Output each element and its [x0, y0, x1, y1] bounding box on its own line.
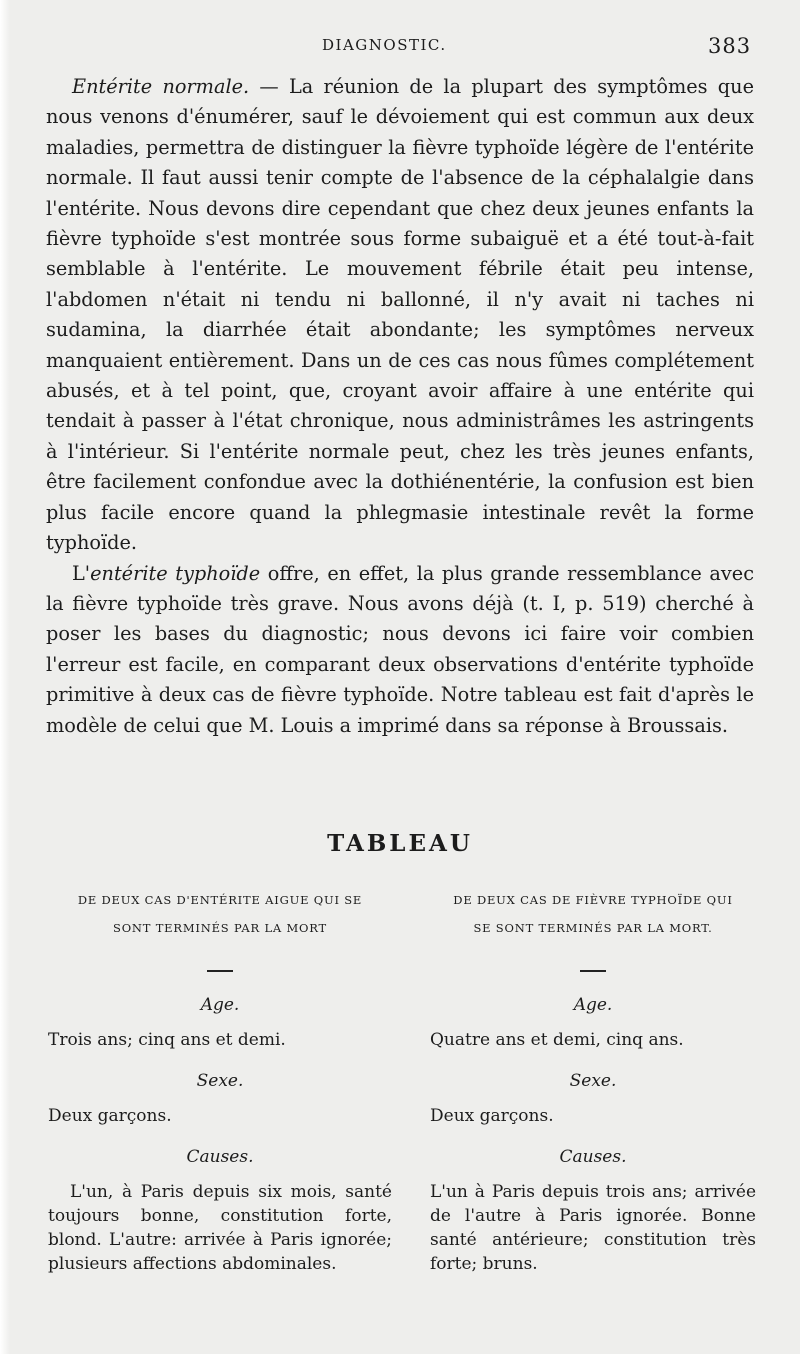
sexe-label: Sexe.	[569, 1071, 617, 1091]
body-text	[46, 72, 754, 741]
paragraph-lead: L'	[72, 561, 91, 585]
causes-label: Causes.	[559, 1147, 627, 1167]
sexe-value: Deux garçons.	[48, 1106, 172, 1126]
age-value: Trois ans; cinq ans et demi.	[48, 1030, 286, 1050]
paragraph-text: offre, en effet, la plus grande ressemblance avec la fièvre typhoïde très grave. Nous avons déjà (t. I, p. 519) cherché à poser les bases du diagnostic; nous devons ici faire voir combien l'erreur est facile, en comparant deux observations d'entérite typhoïde primitive à deux cas de fièvre typhoïde. Notre tableau est fait d'après le modèle de celui que M. Louis a imprimé dans sa réponse à Broussais.	[46, 561, 754, 737]
running-head: DIAGNOSTIC.	[322, 36, 447, 54]
column-heading-line: DE DEUX CAS D'ENTÉRITE AIGUE QUI SE	[77, 893, 363, 907]
age-value: Quatre ans et demi, cinq ans.	[430, 1030, 684, 1050]
table-title: TABLEAU	[327, 830, 473, 857]
paragraph-enterite-typhoide	[46, 559, 754, 741]
section-title-enterite-typhoide: entérite typhoïde	[90, 561, 261, 585]
page-number: 383	[708, 34, 752, 58]
age-label: Age.	[573, 995, 613, 1015]
causes-value: L'un à Paris depuis trois ans; arrivée de l'autre à Paris ignorée. Bonne santé antérieure; constitution très forte; bruns.	[430, 1182, 756, 1274]
separator-dash	[207, 970, 233, 972]
page-header	[0, 36, 800, 60]
page-edge	[0, 0, 10, 1354]
paragraph-text: — La réunion de la plupart des symptômes que nous venons d'énumérer, sauf le dévoiement qui est commun aux deux maladies, permettra de distinguer la fièvre typhoïde légère de l'entérite normale. Il faut aussi tenir compte de l'absence de la céphalalgie dans l'entérite. Nous devons dire cependant que chez deux jeunes enfants la fièvre typhoïde s'est montrée sous forme subaiguë et a été tout-à-fait semblable à l'entérite. Le mouvement fébrile était peu intense, l'abdomen n'était ni tendu ni ballonné, il n'y avait ni taches ni sudamina, la diarrhée était abondante; les symptômes nerveux manquaient entièrement. Dans un de ces cas nous fûmes complétement abusés, et à tel point, que, croyant avoir affaire à une entérite qui tendait à passer à l'état chronique, nous administrâmes les astringents à l'intérieur. Si l'entérite normale peut, chez les très jeunes enfants, être facilement confondue avec la dothiénentérie, la confusion est bien plus facile encore quand la phlegmasie intestinale revêt la forme typhoïde.	[46, 75, 754, 555]
causes-label: Causes.	[186, 1147, 254, 1167]
sexe-value: Deux garçons.	[430, 1106, 554, 1126]
separator-dash	[580, 970, 606, 972]
column-heading-line: DE DEUX CAS DE FIÈVRE TYPHOÏDE QUI	[453, 893, 733, 907]
column-heading-line: SE SONT TERMINÉS PAR LA MORT.	[473, 921, 713, 935]
causes-value: L'un, à Paris depuis six mois, santé toujours bonne, constitution forte, blond. L'autre: arrivée à Paris ignorée; plusieurs affections abdominales.	[48, 1182, 392, 1274]
column-heading	[48, 886, 392, 942]
column-heading	[430, 886, 756, 942]
age-label: Age.	[200, 995, 240, 1015]
sexe-label: Sexe.	[196, 1071, 244, 1091]
section-title-enterite-normale: Entérite normale.	[72, 75, 250, 98]
paragraph-enterite-normale	[46, 72, 754, 559]
table-column-fievre-typhoide	[430, 886, 756, 1276]
table-column-enterite	[48, 886, 392, 1276]
column-heading-line: SONT TERMINÉS PAR LA MORT	[113, 921, 327, 935]
